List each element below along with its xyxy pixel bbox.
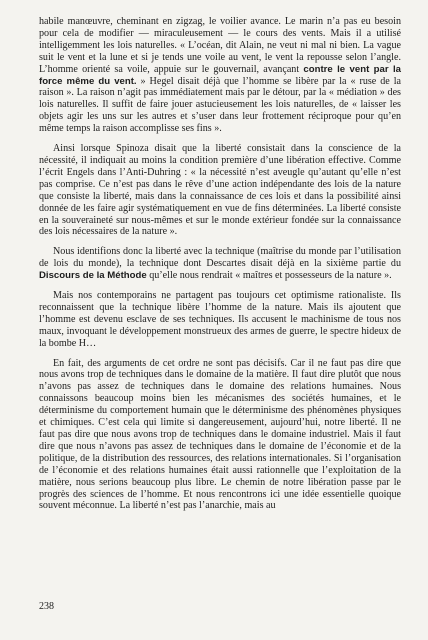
text-run: » Hegel disait déjà que l’homme se libère par la « ruse de la raison ». La raison n’agit pas immédiatement mais par le détour, par la « médiation » des lois naturelles. Il suffit de faire jouer astucieusement les lois naturelles, de « laisser les objets agir les uns sur les autres et s’user dans leur frottement réciproque pour qu’en même temps la raison accomplisse ses fins ». xyxy=(39,75,401,135)
bold-emphasis: Discours de la Méthode xyxy=(39,270,147,282)
bold-emphasis: contre le vent par la force même du vent. xyxy=(39,63,401,87)
text-run: En fait, des arguments de cet ordre ne sont pas décisifs. Car il ne faut pas dire que nous avons trop de techniques dans le domaine de la matière. Il faut dire plutôt que nous n’avons pas assez de techniques dans le domaine des relations humaines. Nous connaissons beaucoup moins bien les mécanismes des sociétés humaines, et le déterminisme du comportement humain que le déterminisme des phénomènes physiques et chimiques. C’est cela qui limite si dangereusement, aujourd’hui, notre liberté. Il ne faut pas dire que nous avons trop de techniques dans le domaine industriel. Mais il faut dire que nous n’avons pas assez de techniques dans le domaine de l’économie et de la politique, de la distribution des ressources, des relations internationales. Si l’organisation de l’économie et des relations humaines était aussi rationnelle que l’exploitation de la matière, nous serions beaucoup plus libre. Le chemin de notre libération passe par le progrès des sciences de l’homme. Et nous rencontrons ici une idée essentielle quoique souvent méconnue. La liberté n’est pas l’anarchie, mais au xyxy=(39,357,401,512)
text-body xyxy=(39,16,401,512)
text-run: Nous identifions donc la liberté avec la technique (maîtrise du monde par l’utilisation de lois du monde), la technique dont Descartes disait déjà en la sixième partie du xyxy=(39,246,401,270)
page-number: 238 xyxy=(39,601,54,612)
text-run: Ainsi lorsque Spinoza disait que la liberté consistait dans la conscience de la nécessité, il indiquait au moins la condition première d’une libération effective. Comme l’écrit Engels dans l’Anti-Duhring : « la nécessité n’est aveugle qu’autant qu’elle n’est pas comprise. Ce n’est pas dans le rêve d’une action indépendante des lois de la nature que consiste la liberté, mais dans la connaissance de ces lois et dans la possibilité ainsi donnée de les faire agir systématiquement en vue de fins déterminées. La liberté consiste en la souveraineté sur nous-mêmes et sur le monde extérieur fondée sur la connaissance des lois nécessaires de la nature ». xyxy=(39,143,401,238)
paragraph xyxy=(39,143,401,238)
paragraph xyxy=(39,16,401,135)
text-run: Mais nos contemporains ne partagent pas toujours cet optimisme rationaliste. Ils reconnaissent que la technique libère l’homme de la nature. Mais ils ajoutent que l’homme est devenu esclave de ses techniques. Ils accusent le machinisme de tous nos maux, invoquant le développement monstrueux des armes de guerre, le spectre hideux de la bombe H… xyxy=(39,290,401,349)
paragraph xyxy=(39,246,401,282)
paragraph xyxy=(39,358,401,513)
text-run: qu’elle nous rendrait « maîtres et possesseurs de la nature ». xyxy=(146,270,392,282)
text-run: habile manœuvre, cheminant en zigzag, le voilier avance. Le marin n’a pas eu besoin pour cela de modifier — miraculeusement — le cours des vents. Mais il a utilisé intelligemment les lois naturelles. « L’océan, dit Alain, ne veut ni mal ni bien. La vague suit le vent et la lune et si je tends une voile au vent, le vent la repousse selon l’angle. L’homme orienté sa voile, appuie sur le gouvernail, avançant xyxy=(39,16,401,75)
paragraph xyxy=(39,290,401,350)
